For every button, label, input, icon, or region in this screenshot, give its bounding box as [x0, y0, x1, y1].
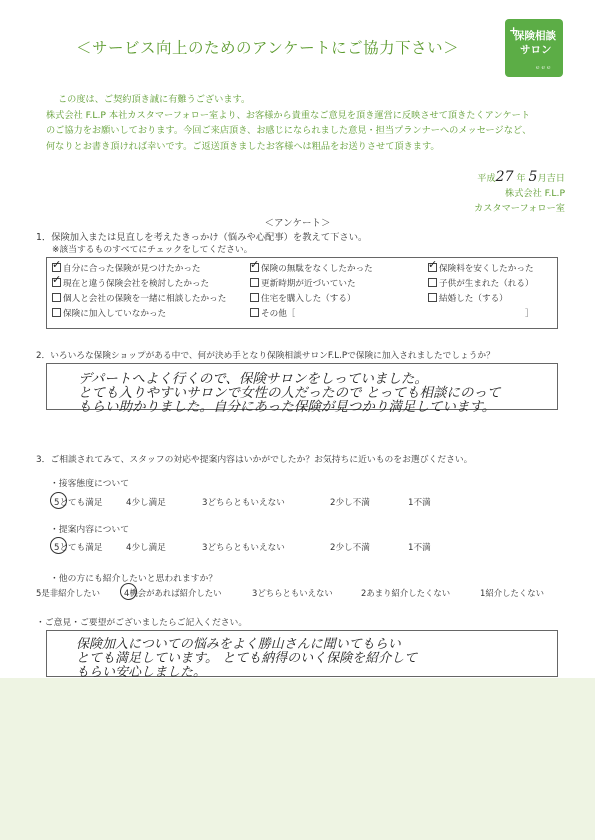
q1-option[interactable] [52, 292, 226, 304]
option-label: 保険料を安くしたかった [439, 264, 534, 274]
option-label: 自分に合った保険が見つけたかった [63, 264, 201, 274]
intro-text [46, 92, 532, 154]
date-month: 5 [528, 169, 538, 185]
intro-line: 株式会社 F.L.P 本社カスタマーフォロー室より、お客様から貴重なご意見を頂き運営に反映させて頂きたくアンケート [46, 109, 531, 121]
checkbox[interactable] [52, 308, 61, 317]
checkbox[interactable] [428, 278, 437, 287]
scale-option[interactable]: 2少し不満 [330, 498, 370, 508]
q1-option[interactable] [428, 292, 508, 304]
option-label: 住宅を購入した（する） [261, 294, 356, 304]
logo-line2: サロン [520, 44, 552, 56]
scale-option[interactable]: 5とても満足 [54, 543, 103, 553]
option-label: 結婚した（する） [439, 294, 508, 304]
q2-answer-line: デパートへよく行くので、保険サロンをしっていました。 [78, 371, 428, 387]
q1-other-close: ］ [525, 309, 534, 319]
checkbox[interactable] [250, 263, 259, 272]
q1-option[interactable] [250, 292, 356, 304]
selection-circle [120, 583, 137, 600]
q2-answer-line: もらい助かりました。自分にあった保険が見つかり満足しています。 [78, 399, 496, 415]
option-label: 保険の無駄をなくしたかった [261, 264, 373, 274]
q1-option[interactable] [52, 262, 201, 274]
salon-logo [505, 19, 563, 77]
option-label: 現在と違う保険会社を検討したかった [63, 279, 210, 289]
checkbox[interactable] [250, 293, 259, 302]
logo-plus: + [509, 24, 519, 37]
option-label: 保険に加入していなかった [63, 309, 167, 319]
q3-text: 3．ご相談されてみて、スタッフの対応や提案内容はいかがでしたか？お気持ちに近いものをお選びください。 [36, 455, 473, 465]
intro-line: 何なりとお書き頂ければ幸いです。ご返送頂きましたお客様へは粗品をお送りさせて頂きます。 [46, 140, 440, 152]
checkbox[interactable] [250, 308, 259, 317]
scale-option[interactable]: 1紹介したくない [480, 588, 544, 598]
q1-option[interactable] [52, 307, 166, 319]
scale-option[interactable]: 4少し満足 [126, 498, 166, 508]
checkbox[interactable] [52, 263, 61, 272]
option-label: 更新時期が近づいていた [261, 279, 356, 289]
selection-circle [50, 492, 67, 509]
checkbox[interactable] [52, 278, 61, 287]
date-era: 平成 [477, 173, 496, 184]
checkbox[interactable] [428, 293, 437, 302]
q1-option[interactable] [250, 277, 356, 289]
q1-option[interactable] [428, 277, 534, 289]
q1-option[interactable] [250, 307, 295, 319]
q1-text: 1．保険加入または見直しを考えたきっかけ（悩みや心配事）を教えて下さい。 [36, 232, 368, 243]
q4-answer-line: 保険加入についての悩みをよく勝山さんに聞いてもらい [76, 637, 401, 652]
checkbox[interactable] [52, 293, 61, 302]
scale-option[interactable]: 1不満 [408, 543, 431, 553]
scale-option[interactable]: 2少し不満 [330, 543, 370, 553]
option-label: 子供が生まれた（れる） [439, 279, 534, 289]
intro-line: のご協力をお願いしております。今回ご来店頂き、お感じになられました意見・担当プランナーへのメッセージなど、 [46, 125, 532, 136]
q2-text: 2．いろいろな保険ショップがある中で、何が決め手となり保険相談サロンF.L.Pで保険に加入されましたでしょうか？ [36, 351, 495, 361]
survey-label: ＜アンケート＞ [264, 218, 331, 229]
date-year: 27 [495, 169, 514, 185]
scale-option[interactable]: 5とても満足 [54, 498, 103, 508]
q2-answer-line: とても入りやすいサロンで女性の人だったので とっても相談にのって [78, 385, 501, 401]
date-month-label: 月吉日 [537, 173, 565, 184]
option-label: 個人と会社の保険を一緒に相談したかった [63, 294, 227, 304]
date-year-label: 年 [516, 173, 526, 184]
intro-line: この度は、ご契約頂き誠に有難うございます。 [58, 94, 251, 105]
scale-option[interactable]: 5是非紹介したい [36, 588, 100, 598]
scale-option[interactable]: 3どちらともいえない [252, 588, 333, 598]
date-line [474, 170, 565, 186]
q3-proposal-label: ・提案内容について [50, 525, 129, 535]
q3-referral-label: ・他の方にも紹介したいと思われますか？ [50, 574, 218, 584]
q4-text: ・ご意見・ご要望がございましたらご記入ください。 [36, 618, 248, 628]
checkbox[interactable] [428, 263, 437, 272]
selection-circle [50, 537, 67, 554]
scale-option[interactable]: 2あまり紹介したくない [361, 588, 451, 598]
scale-option[interactable]: 4機会があれば紹介したい [124, 588, 222, 598]
q1-option[interactable] [250, 262, 373, 274]
department-name: カスタマーフォロー室 [474, 203, 565, 214]
logo-line1: 保険相談 [514, 30, 556, 42]
q1-option[interactable] [52, 277, 209, 289]
company-name: 株式会社 F.L.P [505, 188, 565, 199]
date-company-block [474, 170, 565, 216]
q4-answer-line: もらい安心しました。 [76, 665, 207, 680]
scale-option[interactable]: 3どちらともいえない [202, 498, 285, 508]
survey-title: ＜サービス向上のためのアンケートにご協力下さい＞ [76, 39, 460, 57]
q3-attitude-label: ・接客態度について [50, 479, 129, 489]
checkbox[interactable] [250, 278, 259, 287]
option-label: その他［ [261, 309, 296, 319]
logo-small: ｅｅｅ [535, 65, 552, 71]
q1-note: ※該当するものすべてにチェックをしてください。 [52, 245, 253, 255]
q1-option[interactable] [428, 262, 534, 274]
scale-option[interactable]: 1不満 [408, 498, 431, 508]
scale-option[interactable]: 4少し満足 [126, 543, 166, 553]
scale-option[interactable]: 3どちらともいえない [202, 543, 285, 553]
q4-answer-line: とても満足しています。 とても納得のいく保険を紹介して [76, 651, 418, 666]
